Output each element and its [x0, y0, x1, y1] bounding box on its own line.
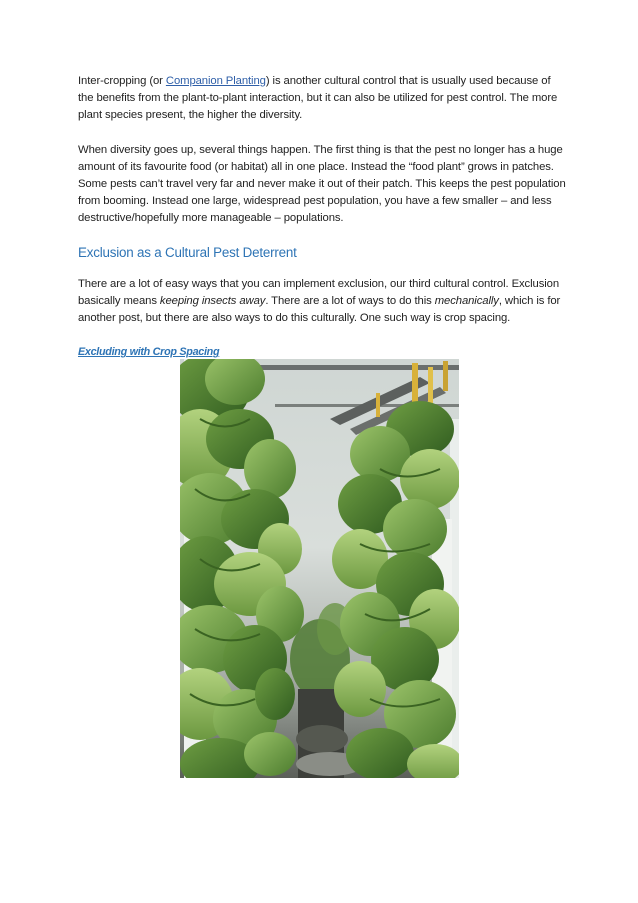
italic-keeping-insects-away: keeping insects away	[159, 294, 266, 307]
document-body	[78, 73, 568, 360]
section-heading: Exclusion as a Cultural Pest Deterrent	[78, 244, 297, 260]
paragraph-intercropping	[78, 73, 568, 125]
paragraph-text: ) is another cultural control that is usually used because of the benefits from the plant-to-plant interaction, but it can also be utilized for pest control. The more plant species present, the higher the diversity.	[78, 75, 558, 122]
paragraph-exclusion	[78, 276, 568, 328]
vertical-lettuce-tower-photo	[180, 359, 459, 778]
paragraph-text: There are a lot of easy ways that you can implement exclusion, our third cultural control. Exclusion basically means	[78, 277, 560, 307]
paragraph-text: . There are a lot of ways to do this	[265, 294, 435, 307]
paragraph-text: Inter-cropping (or	[78, 75, 166, 87]
paragraph-text: , which is for another post, but there are also ways to do this culturally. One such way is crop spacing.	[78, 294, 561, 325]
paragraph-diversity: When diversity goes up, several things happen. The first thing is that the pest no longer has a huge amount of its favourite food (or habitat) all in one place. Instead the “food plant” grows in patches. Some pests can’t travel very far and never make it out of their patch. This keeps the pest population from booming. Instead one large, widespread pest population, you have a few smaller – and less destructive/hopefully more manageable – populations.	[78, 143, 566, 225]
italic-mechanically: mechanically	[434, 294, 499, 307]
subsection-heading: Excluding with Crop Spacing	[78, 346, 220, 359]
greenhouse-image	[180, 359, 459, 778]
companion-planting-link[interactable]: Companion Planting	[165, 75, 266, 87]
